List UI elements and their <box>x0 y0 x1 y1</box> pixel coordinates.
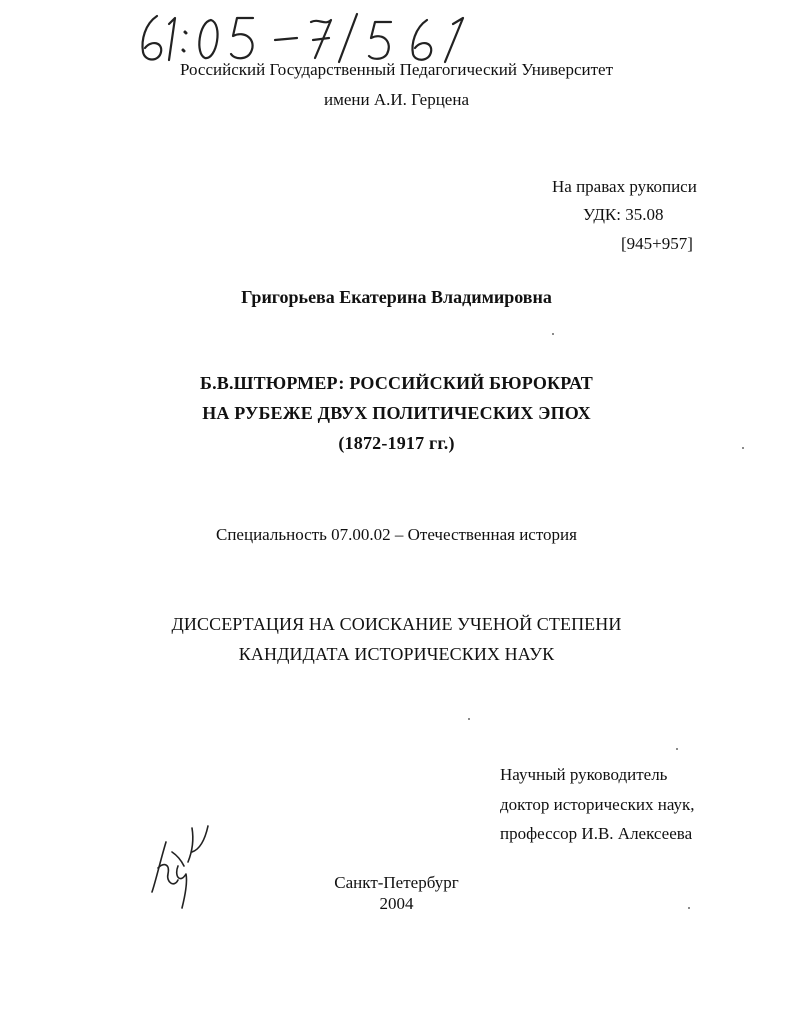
scan-speck <box>742 447 744 449</box>
university-name-line: имени А.И. Герцена <box>323 90 469 109</box>
degree-line-2: КАНДИДАТА ИСТОРИЧЕСКИХ НАУК <box>238 644 555 664</box>
scan-speck <box>552 333 554 335</box>
supervisor-role: Научный руководитель <box>500 765 668 784</box>
scan-speck <box>688 907 690 909</box>
manuscript-rights: На правах рукописи <box>552 177 697 196</box>
scan-speck <box>468 718 470 720</box>
university-line: Российский Государственный Педагогический Университет <box>179 60 614 79</box>
supervisor-name: профессор И.В. Алексеева <box>500 824 693 843</box>
city: Санкт-Петербург <box>334 873 459 892</box>
scan-speck <box>676 748 678 750</box>
classification-code: [945+957] <box>621 234 693 253</box>
supervisor-degree: доктор исторических наук, <box>500 795 695 814</box>
title-line-2: НА РУБЕЖЕ ДВУХ ПОЛИТИЧЕСКИХ ЭПОХ <box>202 403 591 423</box>
author-name: Григорьева Екатерина Владимировна <box>241 287 552 307</box>
degree-line-1: ДИССЕРТАЦИЯ НА СОИСКАНИЕ УЧЕНОЙ СТЕПЕНИ <box>171 614 622 634</box>
specialty-line: Специальность 07.00.02 – Отечественная история <box>216 525 577 544</box>
title-years: (1872-1917 гг.) <box>338 433 455 453</box>
udk-code: УДК: 35.08 <box>583 205 664 224</box>
handwritten-catalog-code <box>135 10 495 65</box>
year: 2004 <box>379 894 414 913</box>
title-line-1: Б.В.ШТЮРМЕР: РОССИЙСКИЙ БЮРОКРАТ <box>199 373 594 393</box>
